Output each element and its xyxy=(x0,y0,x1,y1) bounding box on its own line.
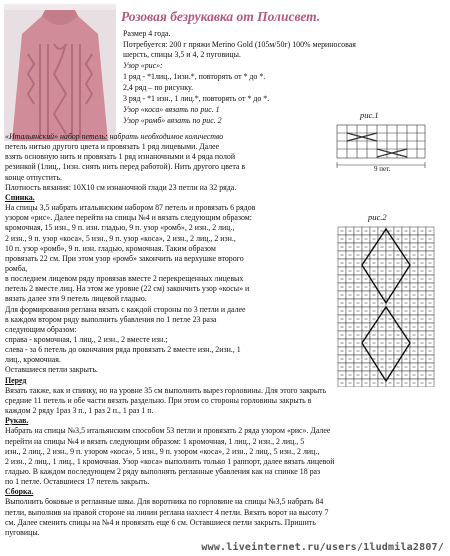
text-line-l34: гладью. В каждом последующем 2 ряду выполнять регланные убавления как на спинке 18 раз xyxy=(5,466,321,476)
ris-row-1: 1 ряд - *1лиц., 1изн.*, повторять от * до *. xyxy=(123,72,266,81)
text-line-l5: конце отпустить. xyxy=(5,172,62,182)
text-line-l38: петли, выполнив на правой стороне на линии реглана нахлест 4 петли. Вязать ворот на высоту 7 xyxy=(5,507,329,517)
text-line-l16: петель 2 вместе лиц. На этом же уровне (22 см) закончить узор «косы» и xyxy=(5,284,250,294)
text-line-l27: средние 11 петель и обе части вязать раздельно. При этом со стороны горловины закрыть в xyxy=(5,395,312,405)
fig1-stitch-label: 9 пет. xyxy=(374,165,391,173)
text-line-l22: слева - за 6 петель до окончания ряда провязать 2 вместе изн., 2изн., 1 xyxy=(5,345,241,355)
fig1-caption: рис.1 xyxy=(360,110,379,120)
text-line-l36: Сборка. xyxy=(5,487,34,497)
text-line-l15: в последнем лицевом ряду провязав вместе 2 перекрещенных лицевых xyxy=(5,274,244,284)
text-line-l8: На спицы 3,5 набрать итальянским набором 87 петель и провязать 6 рядов xyxy=(5,203,256,213)
text-line-l35: по 1 петле. Оставшиеся 17 петель закрыть. xyxy=(5,477,150,487)
text-line-l23: лиц., кромочная. xyxy=(5,355,61,365)
product-photo xyxy=(4,4,116,141)
text-line-l11: 2 изн., 9 п. узор «коса», 5 изн., 9 п. узор «коса», 2 изн., 2 лиц., 2 изн., xyxy=(5,233,236,243)
text-line-l30: Набрать на спицы №3,5 итальянским способом 53 петли и провязать 2 ряда узором «рис». Далее xyxy=(5,426,331,436)
size-line: Размер 4 года. xyxy=(123,29,171,38)
text-line-l9: узором «рис». Далее перейти на спицы №4 и вязать следующим образом: xyxy=(5,213,252,223)
text-line-l17: вязать далее эти 9 петель лицевой гладью. xyxy=(5,294,147,304)
text-line-l33: 2 изн., 2 лиц., 1 лиц., 1 кромочная. Узор «коса» выполнить только 1 раппорт, далее вязать лицевой xyxy=(5,456,335,466)
text-line-l7: Спинка. xyxy=(5,192,35,202)
text-line-l24: Оставшиеся петли закрыть. xyxy=(5,365,98,375)
ris-row-2: 2,4 ряд – по рисунку. xyxy=(123,83,194,92)
text-line-l39: см. Далее сменить спицы на №4 и провязать еще 6 см. Оставшиеся петли закрыть. Пришить xyxy=(5,517,316,527)
text-line-l6: Плотность вязания: 10Х10 см изнаночной глади 23 петли на 32 ряда. xyxy=(5,182,237,192)
materials-line-2: шерсть, спицы 3,5 и 4, 2 пуговицы. xyxy=(123,50,241,59)
text-line-l10: кромочная, 15 изн., 9 п. изн. гладью, 9 п. узор «ромб», 2 изн., 2 лиц., xyxy=(5,223,235,233)
text-line-l20: следующим образом: xyxy=(5,324,77,334)
text-line-l19: в каждом втором ряду выполнить убавления по 1 петле 23 раза xyxy=(5,314,217,324)
text-line-l37: Выполнить боковые и регланные швы. Для воротника по горловине на спицы №3,5 набрать 84 xyxy=(5,497,324,507)
kosa-chart xyxy=(336,124,428,176)
romb-chart xyxy=(336,225,436,387)
romb-line: Узор «ромб» вязать по рис. 2 xyxy=(123,116,222,125)
text-line-l32: изн., 2 лиц., 2 изн., 9 п. узором «коса», 5 изн., 9 п. узором «коса», 2 изн., 2 лиц., 5 изн., 2 лиц., xyxy=(5,446,320,456)
kosa-line: Узор «коса» вязать по рис. 1 xyxy=(123,105,220,114)
text-line-l1: «Итальянский» набор петель: набрать необходимое количество xyxy=(5,132,224,141)
materials-line-1: Потребуется: 200 г пряжи Merino Gold (105м/50г) 100% мериносовая xyxy=(123,40,356,49)
watermark: www.liveinternet.ru/users/1ludmila2807/ xyxy=(201,542,444,553)
ris-row-3: 3 ряд - *1 изн., 1 лиц.*, повторять от * до *. xyxy=(123,94,270,103)
text-line-l31: перейти на спицы №4 и вязать следующим образом: 1 кромочная, 1 лиц., 2 изн., 2 лиц., 5 xyxy=(5,436,305,446)
text-line-l26: Вязать также, как и спинку, но на уровне 35 см выполнить вырез горловины. Для этого закрыть xyxy=(5,385,327,395)
text-line-l4: резинкой (1лиц., 1изн. снять нить перед работой). Нить другого цвета в xyxy=(5,162,246,172)
ris-pattern-title: Узор «рис»: xyxy=(123,61,163,70)
text-line-l2: петель нитью другого цвета и провязать 1 ряд лицевыми. Далее xyxy=(5,142,220,152)
text-line-l18: Для формирования реглана вязать с каждой стороны по 3 петли и далее xyxy=(5,304,246,314)
text-line-l12: 10 п. узор «ромб», 9 п. изн. гладью, кромочная. Таким образом xyxy=(5,243,216,253)
fig2-caption: рис.2 xyxy=(368,212,387,222)
page-title: Розовая безрукавка от Полисвет. xyxy=(121,9,321,24)
text-line-l21: справа - кромочная, 1 лиц., 2 изн., 2 вместе изн.; xyxy=(5,335,168,344)
text-line-l13: провязать 22 см. При этом узор «ромб» закончить на верхушке второго xyxy=(5,253,244,263)
text-line-l25: Перед xyxy=(5,375,27,385)
text-line-l14: ромба, xyxy=(5,263,28,273)
text-line-l3: взять основную нить и провязать 1 ряд изнаночными и 4 ряда полой xyxy=(5,152,236,162)
text-line-l28: каждом 2 ряду 1раз 3 п., 1 раз 2 п., 1 раз 1 п. xyxy=(5,406,154,416)
text-line-l40: пуговицы. xyxy=(5,527,40,537)
text-line-l29: Рукав. xyxy=(5,416,29,426)
